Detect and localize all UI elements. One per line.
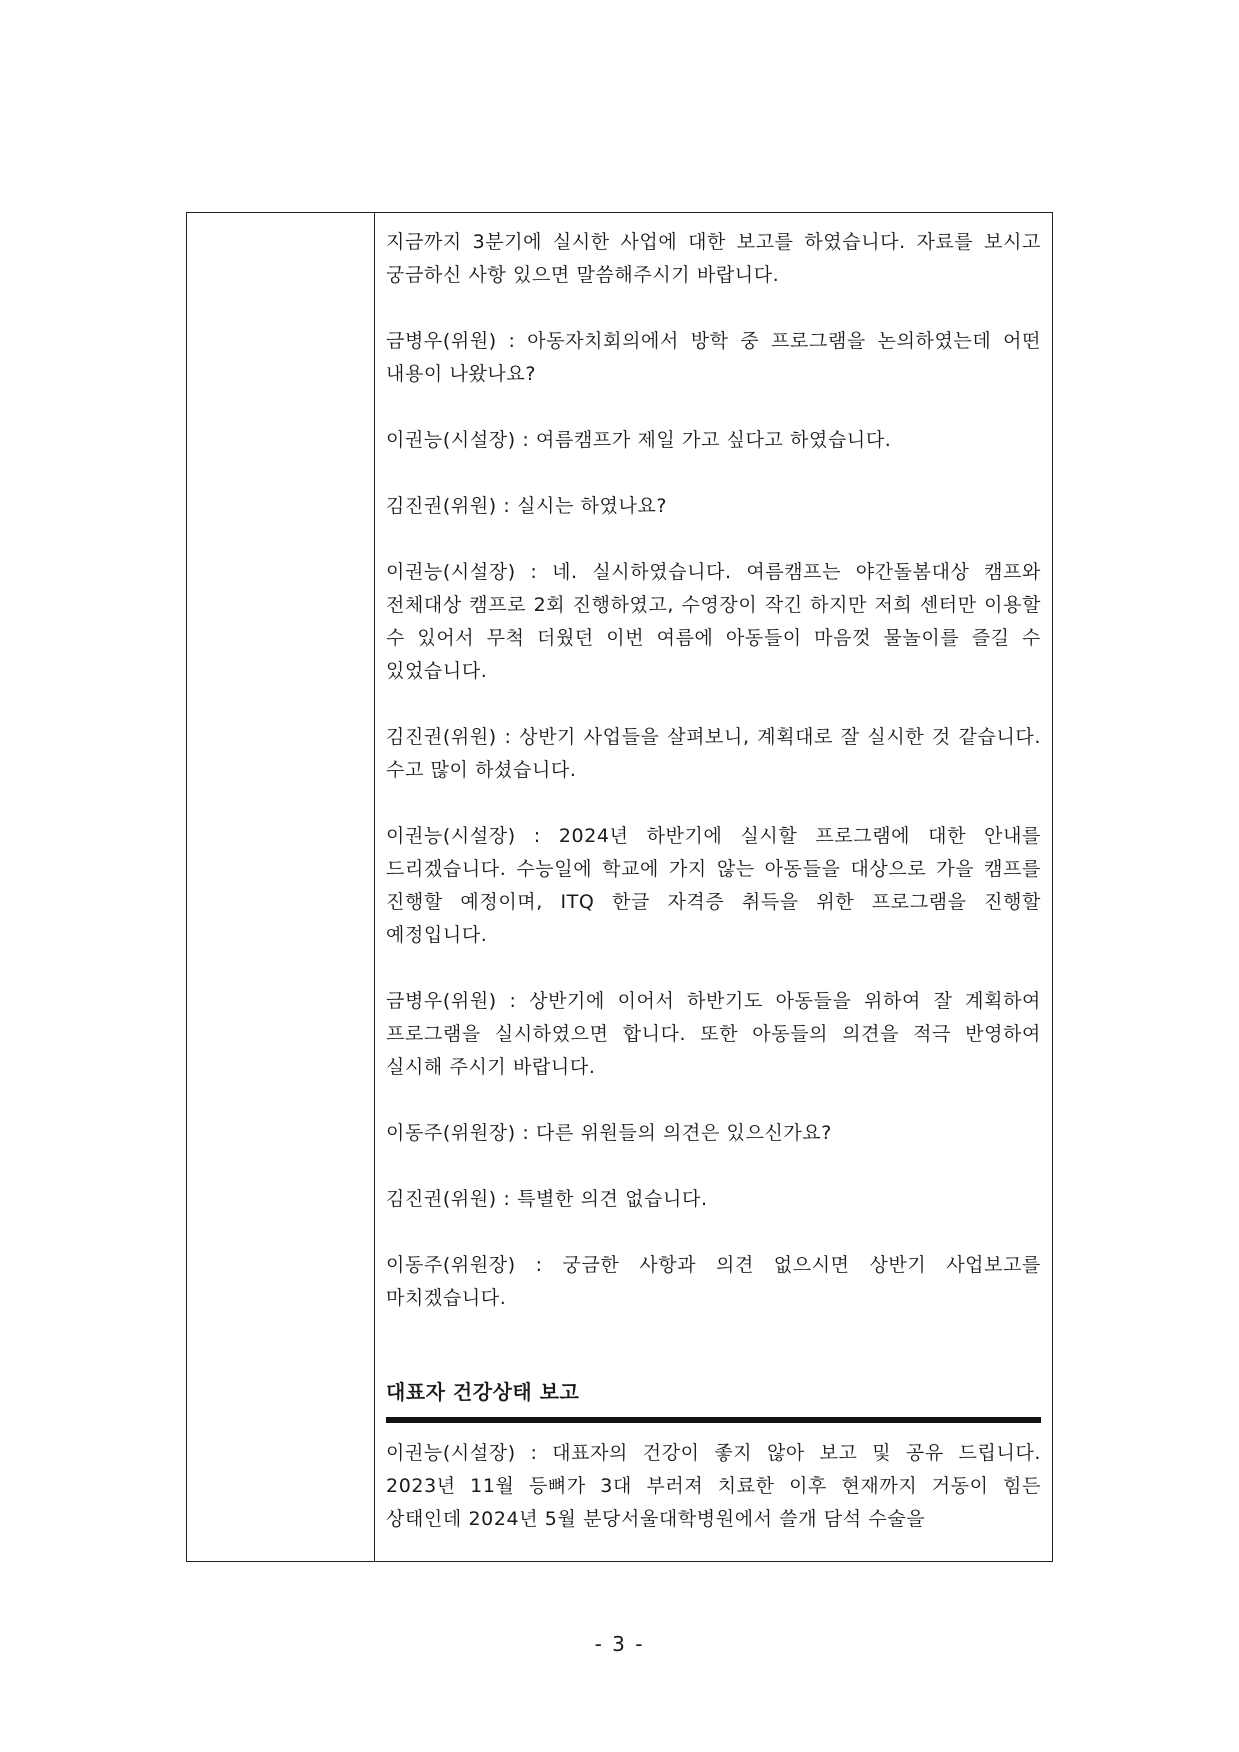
paragraph: 이동주(위원장) : 다른 위원들의 의견은 있으신가요?: [386, 1122, 832, 1144]
page-number: - 3 -: [594, 1632, 645, 1656]
paragraph: 이권능(시설장) : 네. 실시하였습니다. 여름캠프는 야간돌봄대상 캠프와 전체대상 캠프로 2회 진행하였고, 수영장이 작긴 하지만 저희 센터만 이용할 수 있어서 무척 더웠던 이번 여름에 아동들이 마음껏 물놀이를 즐길 수 있었습니다.: [386, 561, 1041, 682]
content-column: [375, 213, 1052, 1561]
paragraph: 금병우(위원) : 상반기에 이어서 하반기도 아동들을 위하여 잘 계획하여 프로그램을 실시하였으면 합니다. 또한 아동들의 의견을 적극 반영하여 실시해 주시기 바랍니다.: [386, 990, 1041, 1078]
paragraph: 금병우(위원) : 아동자치회의에서 방학 중 프로그램을 논의하였는데 어떤 내용이 나왔나요?: [386, 330, 1041, 385]
minutes-table: [186, 212, 1053, 1562]
paragraph: 이권능(시설장) : 대표자의 건강이 좋지 않아 보고 및 공유 드립니다. 2023년 11월 등뼈가 3대 부러져 치료한 이후 현재까지 거동이 힘든 상태인데 2024년 5월 분당서울대학병원에서 쓸개 담석 수술을: [386, 1442, 1041, 1530]
agenda-column: [187, 213, 375, 1561]
paragraph: 이동주(위원장) : 궁금한 사항과 의견 없으시면 상반기 사업보고를 마치겠습니다.: [386, 1254, 1041, 1309]
paragraph: 김진권(위원) : 상반기 사업들을 살펴보니, 계획대로 잘 실시한 것 같습니다. 수고 많이 하셨습니다.: [386, 726, 1041, 781]
paragraph: 지금까지 3분기에 실시한 사업에 대한 보고를 하였습니다. 자료를 보시고 궁금하신 사항 있으면 말씀해주시기 바랍니다.: [386, 231, 1041, 286]
paragraph: 이권능(시설장) : 2024년 하반기에 실시할 프로그램에 대한 안내를 드리겠습니다. 수능일에 학교에 가지 않는 아동들을 대상으로 가을 캠프를 진행할 예정이며, ITQ 한글 자격증 취득을 위한 프로그램을 진행할 예정입니다.: [386, 825, 1041, 946]
section-divider: [386, 1417, 1041, 1423]
paragraph: 김진권(위원) : 실시는 하였나요?: [386, 495, 668, 517]
paragraph: 김진권(위원) : 특별한 의견 없습니다.: [386, 1188, 708, 1210]
section-title: 대표자 건강상태 보고: [386, 1380, 580, 1404]
paragraph: 이권능(시설장) : 여름캠프가 제일 가고 싶다고 하였습니다.: [386, 429, 892, 451]
